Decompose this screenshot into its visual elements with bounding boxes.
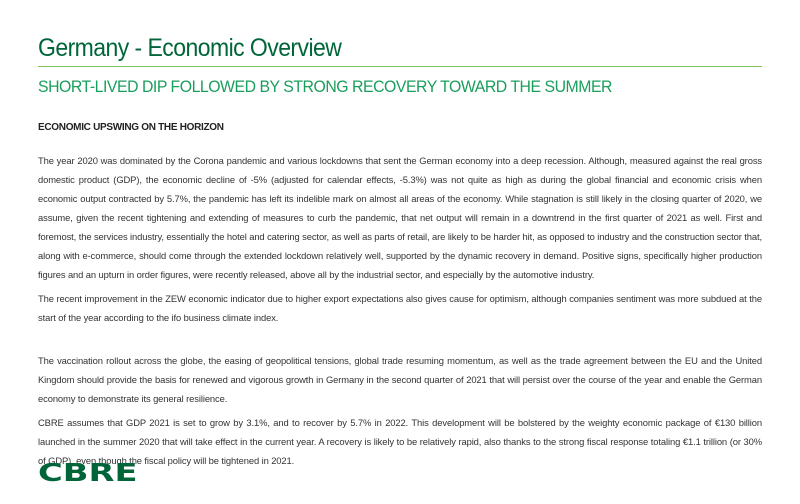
page-subtitle: SHORT-LIVED DIP FOLLOWED BY STRONG RECOVERY TOWARD THE SUMMER: [38, 77, 612, 96]
cbre-logo: CBRE: [38, 458, 138, 487]
paragraph: The year 2020 was dominated by the Corona pandemic and various lockdowns that sent the German economy into a deep recession. Although, measured against the real gross domestic product (GDP), the economic decline of -5% (adjusted for calendar effects, -5.3%) was not quite as high as during the global financial and economic crisis when economic output contracted by 5.7%, the pandemic has left its indelible mark on almost all areas of the economy. While stagnation is still likely in the closing quarter of 2020, we assume, given the recent tightening and extending of measures to curb the pandemic, that net output will remain in a downtrend in the first quarter of 2021 as well. First and foremost, the services industry, essentially the hotel and catering sector, as well as parts of retail, are likely to be harder hit, as opposed to industry and the construction sector that, along with e-commerce, should come through the extended lockdown relatively well, supported by the dynamic recovery in demand. Positive signs, specifically higher production figures and an upturn in order figures, were recently released, above all by the industrial sector, and especially by the automotive industry.: [38, 155, 762, 280]
section-heading: ECONOMIC UPSWING ON THE HORIZON: [38, 122, 224, 133]
paragraph: CBRE assumes that GDP 2021 is set to grow by 3.1%, and to recover by 5.7% in 2022. This development will be bolstered by the weighty economic package of €130 billion launched in the summer 2020 that will take effect in the current year. A recovery is likely to be relatively rapid, also thanks to the strong fiscal response totaling €1.1 trillion (or 30% of GDP), even though the fiscal policy will be tightened in 2021.: [38, 417, 762, 466]
paragraph: The recent improvement in the ZEW economic indicator due to higher export expectations also gives cause for optimism, although companies sentiment was more subdued at the start of the year according to the ifo business climate index.: [38, 293, 762, 323]
page-title: Germany - Economic Overview: [38, 34, 342, 62]
paragraph: The vaccination rollout across the globe, the easing of geopolitical tensions, global trade resuming momentum, as well as the trade agreement between the EU and the United Kingdom should provide the basis for renewed and vigorous growth in Germany in the second quarter of 2021 that will persist over the course of the year and enable the German economy to demonstrate its general resilience.: [38, 355, 762, 404]
body-text: [38, 151, 762, 475]
title-divider: [38, 66, 762, 67]
